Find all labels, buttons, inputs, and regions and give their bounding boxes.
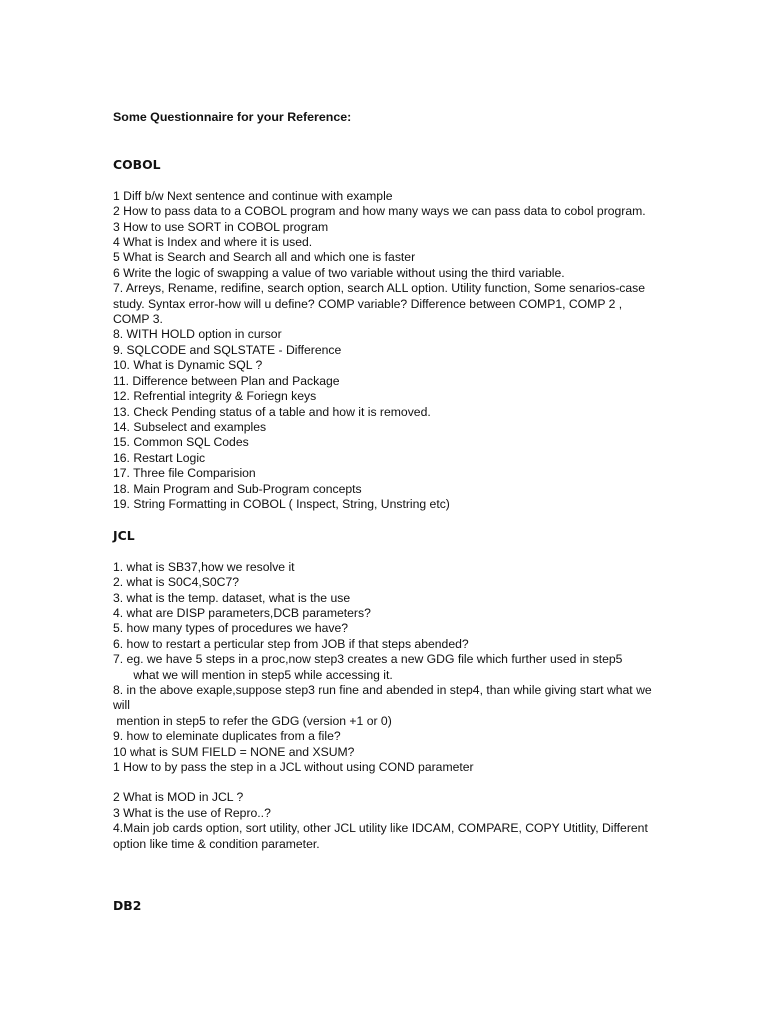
jcl-heading: JCL — [113, 528, 135, 544]
list-item: 9. how to eleminate duplicates from a file? — [113, 729, 341, 744]
list-item: 14. Subselect and examples — [113, 419, 267, 434]
list-item: 3 What is the use of Repro..? — [113, 805, 271, 820]
cobol-question-list — [113, 189, 658, 513]
list-item: 18. Main Program and Sub-Program concepts — [113, 481, 362, 496]
list-item: 1 Diff b/w Next sentence and continue with example — [113, 188, 393, 203]
list-item: 8. WITH HOLD option in cursor — [113, 327, 282, 342]
list-item: 10. What is Dynamic SQL ? — [113, 358, 263, 373]
list-item: 16. Restart Logic — [113, 450, 206, 465]
list-item: 15. Common SQL Codes — [113, 435, 249, 450]
list-item: 19. String Formatting in COBOL ( Inspect, String, Unstring etc) — [113, 496, 450, 511]
list-item: 2. what is S0C4,S0C7? — [113, 575, 240, 590]
list-item: 2 What is MOD in JCL ? — [113, 790, 244, 805]
list-item: 5 What is Search and Search all and which one is faster — [113, 250, 416, 265]
list-item: 6 Write the logic of swapping a value of two variable without using the third variable. — [113, 265, 565, 280]
list-item: 13. Check Pending status of a table and how it is removed. — [113, 404, 431, 419]
list-item: 4. what are DISP parameters,DCB parameters? — [113, 605, 371, 620]
cobol-section — [113, 157, 658, 512]
list-item: 9. SQLCODE and SQLSTATE - Difference — [113, 342, 342, 357]
list-item: 1 How to by pass the step in a JCL without using COND parameter — [113, 760, 474, 775]
document-content — [113, 110, 658, 929]
db2-section — [113, 898, 658, 913]
list-item: 4.Main job cards option, sort utility, other JCL utility like IDCAM, COMPARE, COPY Utitlity, Different option like time & condition parameter. — [113, 821, 652, 851]
list-item: 2 How to pass data to a COBOL program and how many ways we can pass data to cobol program. — [113, 204, 646, 219]
list-item: 5. how many types of procedures we have? — [113, 621, 349, 636]
cobol-heading: COBOL — [113, 157, 161, 173]
list-item: 10 what is SUM FIELD = NONE and XSUM? — [113, 744, 355, 759]
list-item: 12. Refrential integrity & Foriegn keys — [113, 389, 317, 404]
document-intro: Some Questionnaire for your Reference: — [113, 110, 352, 124]
list-item: 1. what is SB37,how we resolve it — [113, 559, 295, 574]
jcl-section — [113, 528, 658, 852]
list-item: 8. in the above exaple,suppose step3 run fine and abended in step4, than while giving start what we will mention in step5 to refer the GDG (version +1 or 0) — [113, 683, 652, 728]
list-item: 7. eg. we have 5 steps in a proc,now step3 creates a new GDG file which further used in step5 what we will mention in step5 while accessing it. — [113, 652, 623, 682]
list-item: 3. what is the temp. dataset, what is the use — [113, 590, 351, 605]
list-item: 17. Three file Comparision — [113, 466, 256, 481]
list-item: 7. Arreys, Rename, redifine, search option, search ALL option. Utility function, Some senarios-case study. Syntax error-how will u define? COMP variable? Difference between COMP1, COMP 2 , COMP 3. — [113, 281, 649, 327]
list-item: 3 How to use SORT in COBOL program — [113, 219, 329, 234]
jcl-question-list — [113, 560, 658, 852]
list-item: 4 What is Index and where it is used. — [113, 235, 313, 250]
list-item: 6. how to restart a perticular step from JOB if that steps abended? — [113, 636, 469, 651]
db2-heading: DB2 — [113, 898, 142, 914]
list-item: 11. Difference between Plan and Package — [113, 373, 340, 388]
